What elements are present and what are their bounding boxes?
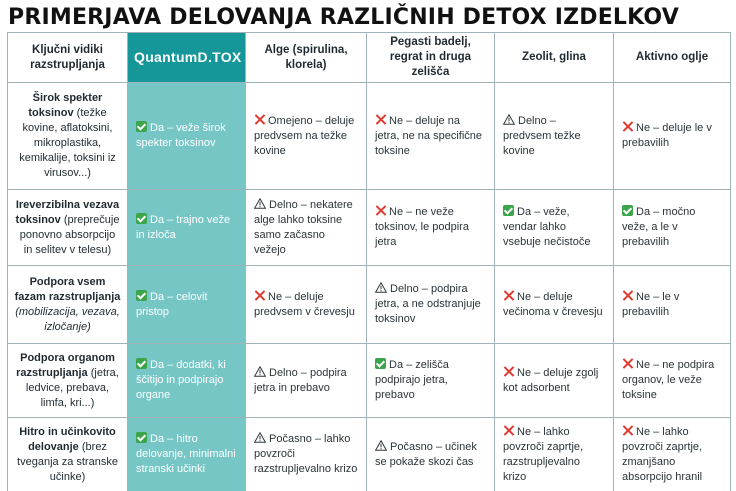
cell-text: Da – veže, vendar lahko vsebuje nečistoče: [503, 206, 591, 248]
cell-herbs: [367, 418, 495, 491]
warning-icon: [503, 114, 515, 125]
page-title: PRIMERJAVA DELOVANJA RAZLIČNIH DETOX IZDELKOV: [8, 5, 679, 30]
row-label-bold: Širok spekter toksinov: [28, 92, 103, 119]
row-label-italic: (mobilizacija, vezava, izločanje): [15, 305, 120, 333]
table-row: [8, 266, 731, 344]
row-label-bold: Hitro in učinkovito delovanje: [19, 425, 116, 453]
row-label: [8, 344, 128, 418]
cross-icon: [622, 358, 633, 369]
cell-herbs: [367, 83, 495, 190]
cell-quantumdtox: [128, 418, 246, 491]
cell-quantumdtox: [128, 190, 246, 266]
cross-icon: [622, 121, 633, 132]
cross-icon: [622, 425, 633, 436]
comparison-table: [7, 32, 731, 491]
warning-icon: [254, 366, 266, 377]
row-label-detail: (težke kovine, aflatoksini, mikroplastika, kemikalije, toksini iz virusov...): [19, 107, 116, 179]
row-label-detail: (brez tveganja za stranske učinke): [17, 440, 118, 483]
cell-charcoal: [614, 344, 731, 418]
cell-text: Ne – lahko povzroči zaprtje, razstrupljevalno krizo: [503, 425, 584, 483]
cross-icon: [622, 290, 633, 301]
cell-algae: [246, 266, 367, 344]
check-icon: [622, 205, 633, 216]
cell-text: Da – zelišča podpirajo jetra, prebavo: [375, 359, 449, 401]
cell-text: Da – močno veže, a le v prebavilih: [622, 206, 696, 248]
cell-text: Ne – deluje na jetra, ne na specifične toksine: [375, 114, 483, 157]
cell-text: Ne – lahko povzroči zaprtje, zmanjšano absorpcijo hranil: [622, 425, 703, 483]
row-label: [8, 418, 128, 491]
row-label-bold: Podpora vsem fazam razstrupljanja: [14, 275, 121, 303]
cell-text: Da – celovit pristop: [136, 290, 208, 318]
warning-icon: [375, 440, 387, 451]
row-label: [8, 83, 128, 190]
cross-icon: [503, 425, 514, 436]
warning-icon: [254, 432, 266, 443]
header-row: [8, 33, 731, 83]
check-icon: [136, 121, 147, 132]
cell-herbs: [367, 190, 495, 266]
cell-quantumdtox: [128, 83, 246, 190]
cell-text: Ne – ne podpira organov, le veže toksine: [622, 359, 715, 401]
cross-icon: [503, 290, 514, 301]
cell-text: Delno – podpira jetra, a ne odstranjuje toksinov: [375, 283, 481, 325]
column-header-algae: Alge (spirulina, klorela): [246, 33, 367, 83]
cross-icon: [375, 205, 386, 216]
cell-text: Ne – deluje le v prebavilih: [622, 122, 712, 149]
row-label-detail: (preprečuje ponovno absorpcijo in selitev v telesu): [19, 213, 120, 256]
check-icon: [503, 205, 514, 216]
column-header-charcoal: Aktivno oglje: [614, 33, 731, 83]
cell-charcoal: [614, 418, 731, 491]
cell-zeolite: [495, 344, 614, 418]
cell-algae: [246, 83, 367, 190]
cell-text: Da – veže širok spekter toksinov: [136, 122, 226, 149]
table-row: [8, 418, 731, 491]
row-label-detail: (jetra, ledvice, prebava, limfa, kri...): [25, 366, 119, 409]
table-row: [8, 190, 731, 266]
column-header-quantumdtox: QuantumD.TOX: [128, 33, 246, 83]
cell-algae: [246, 190, 367, 266]
cell-zeolite: [495, 83, 614, 190]
check-icon: [136, 213, 147, 224]
cell-text: Počasno – lahko povzroči razstrupljevalno krizo: [254, 433, 358, 475]
row-label: [8, 190, 128, 266]
check-icon: [136, 432, 147, 443]
cell-charcoal: [614, 83, 731, 190]
cell-text: Da – hitro delovanje, minimalni stranski učinki: [136, 433, 236, 475]
row-label-bold: Ireverzibilna vezava toksinov: [15, 198, 120, 226]
cell-text: Da – dodatki, ki ščitijo in podpirajo organe: [136, 359, 226, 401]
cell-text: Delno – podpira jetra in prebavo: [254, 366, 347, 394]
column-header-aspects: Ključni vidiki razstrupljanja: [8, 33, 128, 83]
check-icon: [136, 358, 147, 369]
cross-icon: [254, 290, 265, 301]
cell-text: Ne – deluje zgolj kot adsorbent: [503, 366, 599, 394]
check-icon: [375, 358, 386, 369]
warning-icon: [254, 198, 266, 209]
column-header-herbs: Pegasti badelj, regrat in druga zelišča: [367, 33, 495, 83]
cell-algae: [246, 418, 367, 491]
cell-herbs: [367, 344, 495, 418]
cell-zeolite: [495, 190, 614, 266]
cell-zeolite: [495, 418, 614, 491]
cell-text: Ne – deluje večinoma v črevesju: [503, 290, 603, 318]
cell-text: Delno – predvsem težke kovine: [503, 114, 581, 157]
cross-icon: [254, 114, 265, 125]
cell-quantumdtox: [128, 344, 246, 418]
check-icon: [136, 290, 147, 301]
cell-charcoal: [614, 190, 731, 266]
cell-text: Omejeno – deluje predvsem na težke kovine: [254, 114, 355, 157]
column-header-zeolite: Zeolit, glina: [495, 33, 614, 83]
cell-text: Počasno – učinek se pokaže skozi čas: [375, 440, 477, 468]
cross-icon: [503, 366, 514, 377]
table-row: [8, 344, 731, 418]
cell-text: Da – trajno veže in izloča: [136, 213, 231, 241]
warning-icon: [375, 282, 387, 293]
cell-zeolite: [495, 266, 614, 344]
cross-icon: [375, 114, 386, 125]
row-label-bold: Podpora organom razstrupljanja: [16, 351, 115, 379]
cell-text: Delno – nekatere alge lahko toksine samo začasno vežejo: [254, 198, 353, 256]
cell-quantumdtox: [128, 266, 246, 344]
table-row: [8, 83, 731, 190]
cell-text: Ne – deluje predvsem v črevesju: [254, 290, 355, 318]
cell-herbs: [367, 266, 495, 344]
cell-text: Ne – ne veže toksinov, le podpira jetra: [375, 206, 469, 248]
row-label: [8, 266, 128, 344]
cell-algae: [246, 344, 367, 418]
cell-text: Ne – le v prebavilih: [622, 290, 680, 318]
cell-charcoal: [614, 266, 731, 344]
